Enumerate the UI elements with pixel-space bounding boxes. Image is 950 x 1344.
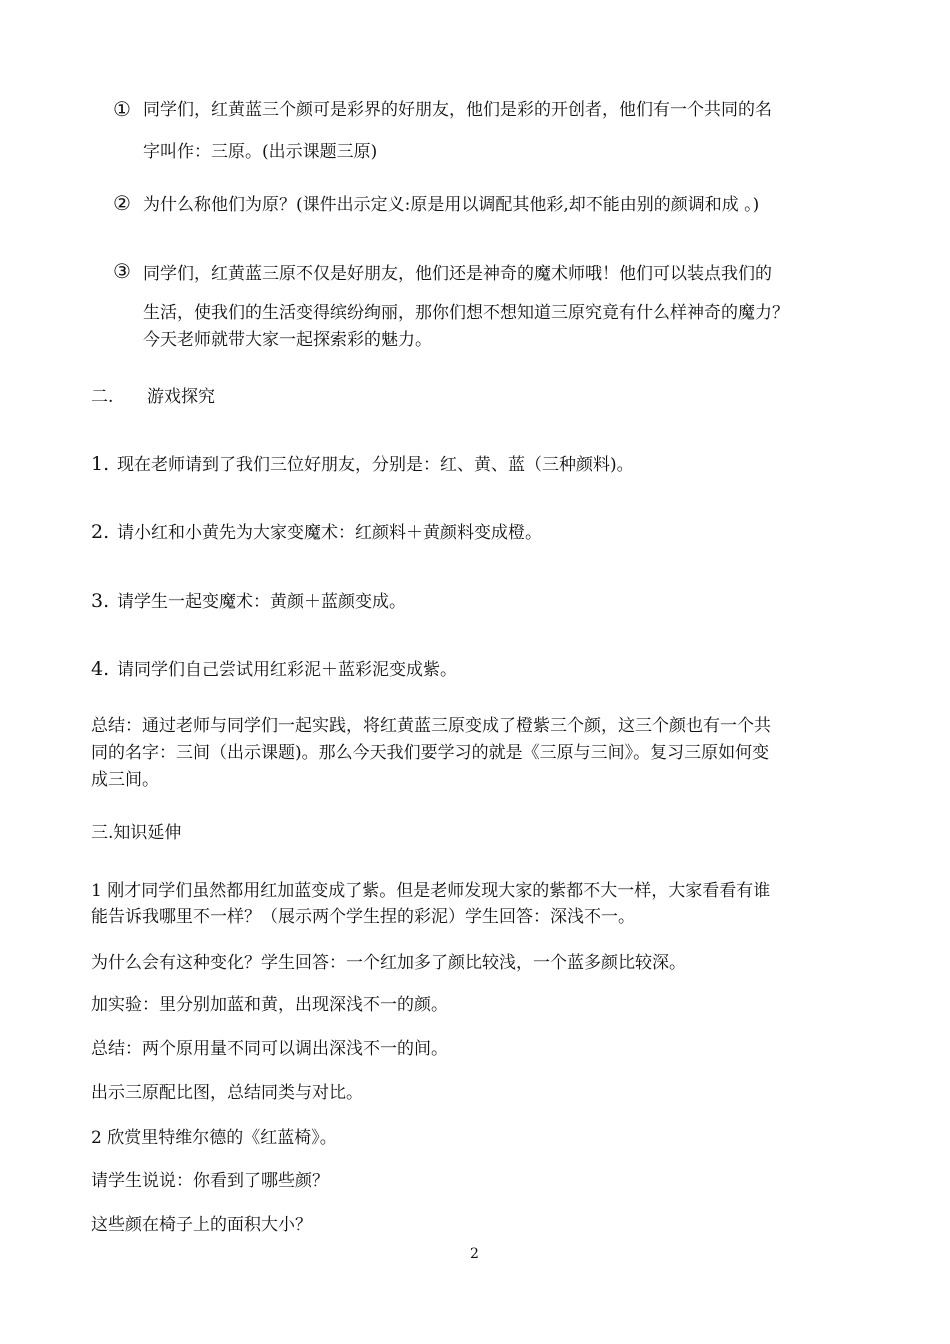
ext-p1-line1: 1 刚才同学们虽然都用红加蓝变成了紫。但是老师发现大家的紫都不大一样，大家看看有谁 [91, 881, 771, 901]
summary-line2: 同的名字：三间（出示课题)。那么今天我们要学习的就是《三原与三间》。复习三原如何变 [91, 743, 770, 763]
item-3-line2: 生活，使我们的生活变得缤纷绚丽，那你们想不想知道三原究竟有什么样神奇的魔力？ [143, 303, 789, 323]
step-3-number: 3. [91, 590, 110, 612]
summary-line1: 总结：通过老师与同学们一起实践，将红黄蓝三原变成了橙紫三个颜，这三个颜也有一个共 [91, 716, 771, 736]
ext-p8: 这些颜在椅子上的面积大小？ [91, 1215, 312, 1235]
step-1-number: 1. [91, 453, 110, 475]
step-4-text: 请同学们自己尝试用红彩泥＋蓝彩泥变成紫。 [117, 660, 457, 680]
section-2-title: 游戏探究 [147, 387, 215, 407]
item-3-line3: 今天老师就带大家一起探索彩的魅力。 [143, 330, 432, 350]
step-2-text: 请小红和小黄先为大家变魔术：红颜料＋黄颜料变成橙。 [117, 523, 542, 543]
item-2-marker: ② [113, 191, 131, 215]
item-2-line1: 为什么称他们为原？(课件出示定义:原是用以调配其他彩,却不能由别的颜调和成 。) [143, 195, 760, 215]
ext-p5: 出示三原配比图，总结同类与对比。 [91, 1083, 363, 1103]
section-3-title: 三.知识延伸 [91, 823, 182, 843]
item-3-marker: ③ [113, 259, 131, 283]
section-2-number: 二. [91, 387, 114, 407]
step-3-text: 请学生一起变魔术：黄颜＋蓝颜变成。 [117, 592, 406, 612]
ext-p4: 总结：两个原用量不同可以调出深浅不一的间。 [91, 1039, 448, 1059]
step-2-number: 2. [91, 521, 110, 543]
ext-p2: 为什么会有这种变化？学生回答：一个红加多了颜比较浅，一个蓝多颜比较深。 [91, 953, 686, 973]
item-1-line1: 同学们，红黄蓝三个颜可是彩界的好朋友，他们是彩的开创者，他们有一个共同的名 [143, 100, 772, 120]
summary-line3: 成三间。 [91, 770, 159, 790]
page-number: 2 [470, 1246, 479, 1262]
ext-p1-line2: 能告诉我哪里不一样？（展示两个学生捏的彩泥）学生回答：深浅不一。 [91, 907, 635, 927]
ext-p7: 请学生说说：你看到了哪些颜？ [91, 1171, 329, 1191]
item-3-line1: 同学们，红黄蓝三原不仅是好朋友，他们还是神奇的魔术师哦！他们可以装点我们的 [143, 264, 772, 284]
step-4-number: 4. [91, 658, 110, 680]
item-1-line2: 字叫作：三原。(出示课题三原) [143, 142, 378, 162]
item-1-marker: ① [113, 97, 131, 121]
step-1-text: 现在老师请到了我们三位好朋友，分别是：红、黄、蓝（三种颜料)。 [117, 455, 634, 475]
ext-p6: 2 欣赏里特维尔德的《红蓝椅》。 [91, 1128, 337, 1148]
ext-p3: 加实验：里分别加蓝和黄，出现深浅不一的颜。 [91, 995, 448, 1015]
